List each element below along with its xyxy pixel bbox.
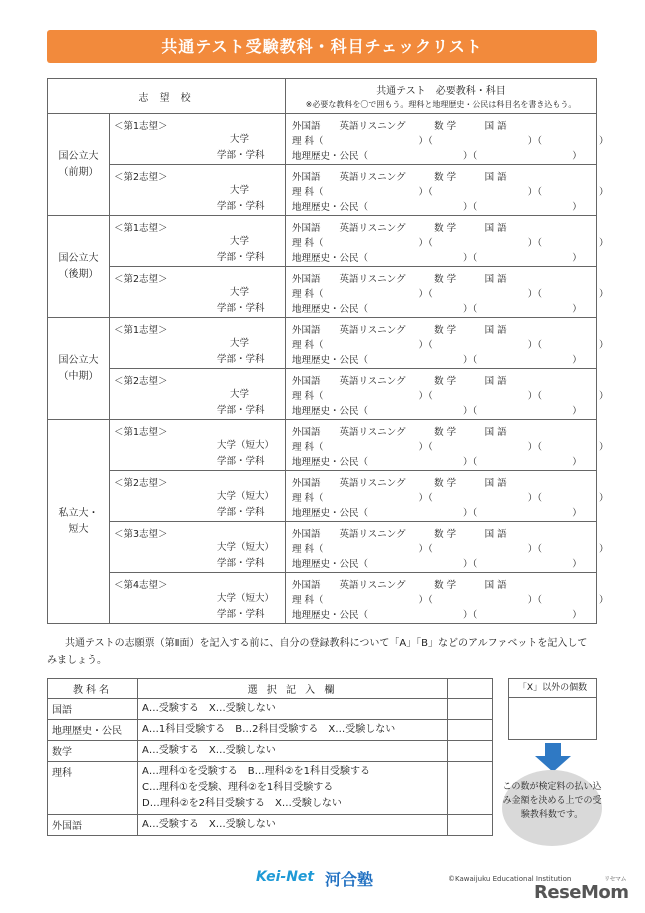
selection-options [138, 815, 448, 836]
wish-label: ＜第3志望＞ [114, 529, 168, 540]
selection-entry-box[interactable] [448, 720, 493, 741]
selection-options [138, 699, 448, 720]
subject-cell[interactable] [286, 369, 609, 420]
wish-cell[interactable] [110, 522, 286, 573]
university-label: 大学（短大） [217, 593, 275, 604]
wish-row [48, 165, 597, 216]
subject-row-main: 外国語 英語リスニング 数 学 国 語 [292, 223, 507, 234]
explanation-bubble: この数が検定料の払い込み金額を決める上での受験教科数です。 [502, 770, 602, 846]
selection-row [48, 699, 493, 720]
wish-row [48, 522, 597, 573]
resemom-text: ReseMom [534, 882, 629, 903]
subject-row-social: 地理歴史・公民（ ）（ ） [292, 610, 582, 621]
selection-options [138, 762, 448, 815]
selection-option: C…理科①を受験、理科②を1科目受験する [142, 782, 334, 793]
selection-row [48, 720, 493, 741]
selection-row [48, 741, 493, 762]
subject-row-main: 外国語 英語リスニング 数 学 国 語 [292, 376, 507, 387]
subject-cell[interactable] [286, 522, 609, 573]
wish-row [48, 573, 597, 624]
wish-row [48, 369, 597, 420]
wish-cell[interactable] [110, 114, 286, 165]
selection-subject: 国語 [48, 699, 138, 720]
selection-entry-box[interactable] [448, 699, 493, 720]
subject-row-science: 理 科（ ）（ ）（ ） [292, 238, 609, 249]
subject-row-main: 外国語 英語リスニング 数 学 国 語 [292, 580, 507, 591]
wish-label: ＜第2志望＞ [114, 172, 168, 183]
header-subjects-title: 共通テスト 必要教科・科目 [376, 86, 506, 97]
subject-row-main: 外国語 英語リスニング 数 学 国 語 [292, 121, 507, 132]
subject-cell[interactable] [286, 267, 609, 318]
subject-cell[interactable] [286, 573, 609, 624]
subject-cell[interactable] [286, 318, 609, 369]
wish-label: ＜第1志望＞ [114, 325, 168, 336]
subject-row-main: 外国語 英語リスニング 数 学 国 語 [292, 325, 507, 336]
subject-row-social: 地理歴史・公民（ ）（ ） [292, 355, 582, 366]
university-label: 大学 [230, 338, 250, 349]
subject-row-social: 地理歴史・公民（ ）（ ） [292, 457, 582, 468]
wish-row [48, 318, 597, 369]
selection-option: D…理科②を2科目受験する X…受験しない [142, 798, 342, 809]
kawaijuku-logo: 河合塾 [325, 870, 374, 889]
selection-table [47, 678, 493, 836]
wish-label: ＜第2志望＞ [114, 478, 168, 489]
subject-cell[interactable] [286, 114, 609, 165]
wish-label: ＜第4志望＞ [114, 580, 168, 591]
wish-row [48, 114, 597, 165]
university-label: 大学（短大） [217, 542, 275, 553]
wish-cell[interactable] [110, 573, 286, 624]
subject-row-social: 地理歴史・公民（ ）（ ） [292, 304, 582, 315]
subject-row-science: 理 科（ ）（ ）（ ） [292, 289, 609, 300]
group-label: 国公立大 （前期） [48, 114, 110, 216]
selection-subject: 理科 [48, 762, 138, 815]
selection-option: A…受験する X…受験しない [142, 819, 276, 830]
subject-row-social: 地理歴史・公民（ ）（ ） [292, 406, 582, 417]
subject-cell[interactable] [286, 471, 609, 522]
wish-row [48, 420, 597, 471]
header-subjects [286, 79, 597, 114]
selection-option: A…1科目受験する B…2科目受験する X…受験しない [142, 724, 396, 735]
group-label: 私立大・ 短大 [48, 420, 110, 624]
subject-row-science: 理 科（ ）（ ）（ ） [292, 493, 609, 504]
wish-row [48, 471, 597, 522]
faculty-label: 学部・学科 [217, 456, 265, 467]
university-label: 大学 [230, 236, 250, 247]
wish-row [48, 216, 597, 267]
subject-row-social: 地理歴史・公民（ ）（ ） [292, 508, 582, 519]
page-title: 共通テスト受験教科・科目チェックリスト [47, 30, 597, 63]
subject-row-main: 外国語 英語リスニング 数 学 国 語 [292, 427, 507, 438]
university-label: 大学 [230, 287, 250, 298]
wish-label: ＜第2志望＞ [114, 274, 168, 285]
subject-row-main: 外国語 英語リスニング 数 学 国 語 [292, 478, 507, 489]
subject-row-main: 外国語 英語リスニング 数 学 国 語 [292, 172, 507, 183]
down-arrow-icon [533, 743, 573, 773]
subject-row-science: 理 科（ ）（ ）（ ） [292, 391, 609, 402]
wish-label: ＜第2志望＞ [114, 376, 168, 387]
subject-cell[interactable] [286, 165, 609, 216]
wish-cell[interactable] [110, 267, 286, 318]
faculty-label: 学部・学科 [217, 609, 265, 620]
university-label: 大学 [230, 389, 250, 400]
selection-entry-box[interactable] [448, 762, 493, 815]
faculty-label: 学部・学科 [217, 252, 265, 263]
university-label: 大学（短大） [217, 440, 275, 451]
selection-subject: 数学 [48, 741, 138, 762]
university-label: 大学 [230, 185, 250, 196]
selection-option: A…受験する X…受験しない [142, 703, 276, 714]
keinet-logo: Kei-Net [256, 869, 315, 885]
x-count-label: 「X」以外の個数 [509, 679, 596, 698]
selection-subject: 外国語 [48, 815, 138, 836]
faculty-label: 学部・学科 [217, 558, 265, 569]
header-subjects-note: ※必要な教科を〇で囲もう。理科と地理歴史・公民は科目名を書き込もう。 [305, 100, 577, 109]
faculty-label: 学部・学科 [217, 303, 265, 314]
subject-row-science: 理 科（ ）（ ）（ ） [292, 442, 609, 453]
resemom-watermark [534, 876, 629, 903]
faculty-label: 学部・学科 [217, 150, 265, 161]
selection-entry-box[interactable] [448, 741, 493, 762]
selection-options [138, 741, 448, 762]
subject-cell[interactable] [286, 420, 609, 471]
wish-cell[interactable] [110, 318, 286, 369]
wish-label: ＜第1志望＞ [114, 223, 168, 234]
subject-row-social: 地理歴史・公民（ ）（ ） [292, 559, 582, 570]
subject-row-social: 地理歴史・公民（ ）（ ） [292, 253, 582, 264]
faculty-label: 学部・学科 [217, 354, 265, 365]
selection-row [48, 815, 493, 836]
faculty-label: 学部・学科 [217, 201, 265, 212]
selection-header-blank [448, 679, 493, 699]
selection-options [138, 720, 448, 741]
instruction-note: 共通テストの志願票（第Ⅱ面）を記入する前に、自分の登録教科について「A」「B」などのアルファベットを記入してみましょう。 [47, 638, 588, 666]
subject-row-social: 地理歴史・公民（ ）（ ） [292, 151, 582, 162]
selection-option: A…受験する X…受験しない [142, 745, 276, 756]
wish-row [48, 267, 597, 318]
selection-option: A…理科①を受験する B…理科②を1科目受験する [142, 766, 370, 777]
wish-cell[interactable] [110, 471, 286, 522]
wish-cell[interactable] [110, 420, 286, 471]
wish-cell[interactable] [110, 216, 286, 267]
subject-row-main: 外国語 英語リスニング 数 学 国 語 [292, 529, 507, 540]
selection-row [48, 762, 493, 815]
subject-row-science: 理 科（ ）（ ）（ ） [292, 187, 609, 198]
wish-cell[interactable] [110, 369, 286, 420]
subject-row-social: 地理歴史・公民（ ）（ ） [292, 202, 582, 213]
selection-header-subject: 教科名 [48, 679, 138, 699]
selection-subject: 地理歴史・公民 [48, 720, 138, 741]
subject-cell[interactable] [286, 216, 609, 267]
university-label: 大学 [230, 134, 250, 145]
university-label: 大学（短大） [217, 491, 275, 502]
subject-row-science: 理 科（ ）（ ）（ ） [292, 595, 609, 606]
subject-row-main: 外国語 英語リスニング 数 学 国 語 [292, 274, 507, 285]
subject-row-science: 理 科（ ）（ ）（ ） [292, 136, 609, 147]
wish-cell[interactable] [110, 165, 286, 216]
wish-label: ＜第1志望＞ [114, 121, 168, 132]
wish-label: ＜第1志望＞ [114, 427, 168, 438]
subject-row-science: 理 科（ ）（ ）（ ） [292, 544, 609, 555]
header-school: 志 望 校 [48, 79, 286, 114]
x-count-box[interactable] [508, 678, 597, 740]
copyright: ©Kawaijuku Educational Institution [448, 875, 572, 883]
faculty-label: 学部・学科 [217, 405, 265, 416]
group-label: 国公立大 （後期） [48, 216, 110, 318]
group-label: 国公立大 （中期） [48, 318, 110, 420]
faculty-label: 学部・学科 [217, 507, 265, 518]
resemom-sub: リセマム [604, 876, 626, 883]
checklist-table [47, 78, 609, 624]
subject-row-science: 理 科（ ）（ ）（ ） [292, 340, 609, 351]
selection-header-entry: 選 択 記 入 欄 [138, 679, 448, 699]
selection-entry-box[interactable] [448, 815, 493, 836]
